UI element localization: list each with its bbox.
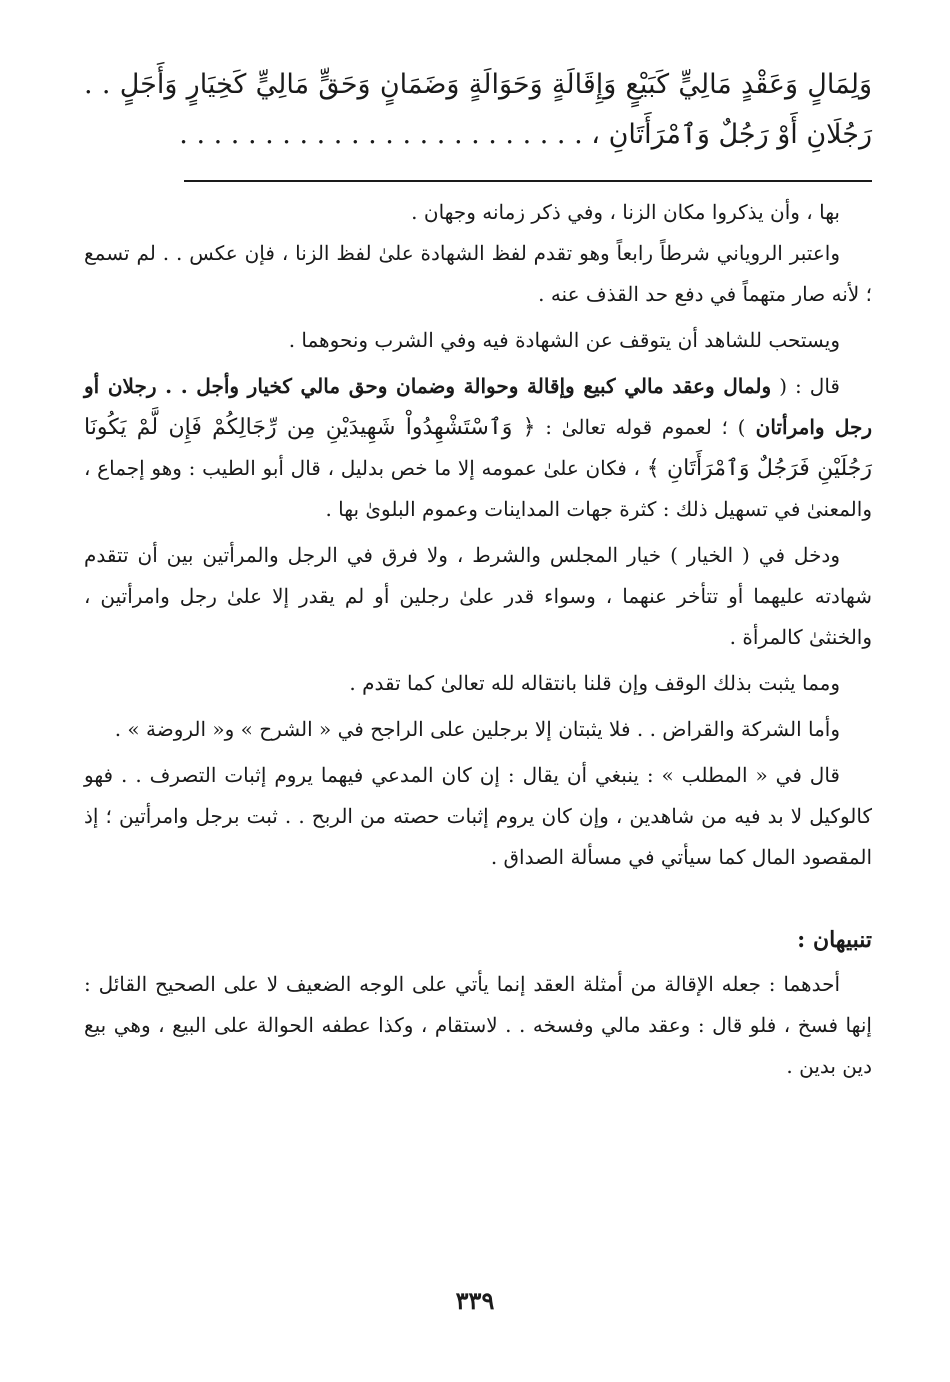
page-body [84, 60, 872, 1092]
matn-dots: . . . . . . . . . . . . . . . . . . . . . . . . [179, 119, 583, 150]
quoted-matn: ولمال وعقد مالي كبيع وإقالة وحوالة وضمان وحق مالي كخيار وأجل . . رجلان أو رجل وامرأتان [84, 374, 873, 439]
commentary-paragraph-2: واعتبر الروياني شرطاً رابعاً وهو تقدم لفظ الشهادة علىٰ لفظ الزنا ، فإن عكس . . لم تسمع ؛ لأنه صار متهماً في دفع حد القذف عنه . [84, 241, 872, 306]
quote-continuation: ) ؛ لعموم قوله تعالىٰ : [535, 415, 746, 439]
quran-verse: ﴿ وَٱسْتَشْهِدُواْ شَهِيدَيْنِ مِن رِّجَالِكُمْ فَإِن لَّمْ يَكُونَا رَجُلَيْنِ فَرَجُلٌ وَٱمْرَأَتَانِ ﴾ [84, 415, 873, 481]
matn-line: وَلِمَالٍ وَعَقْدٍ مَالِيٍّ كَبَيْعٍ وَإِقَالَةٍ وَحَوَالَةٍ وَضَمَانٍ وَحَقٍّ مَالِيٍّ كَخِيَارٍ وَأَجَلٍ . . رَجُلَانِ أَوْ رَجُلٌ وَٱمْرَأَتَانِ ، [84, 69, 872, 150]
commentary-paragraph-1: بها ، وأن يذكروا مكان الزنا ، وفي ذكر زمانه وجهان . [411, 200, 840, 224]
commentary-paragraph-7: وأما الشركة والقراض . . فلا يثبتان إلا برجلين على الراجح في « الشرح » و« الروضة » . [114, 717, 840, 741]
quote-intro: قال : ( [779, 374, 840, 398]
separator-rule [184, 180, 872, 182]
commentary-paragraph-9: أحدهما : جعله الإقالة من أمثلة العقد إنما يأتي على الوجه الضعيف لا على الصحيح القائل : إنها فسخ ، فلو قال : وعقد مالي وفسخه . . لاستقام ، وكذا عطفه الحوالة على البيع ، وهي بيع دين بدين . [84, 972, 872, 1078]
commentary-paragraph-5: ودخل في ( الخيار ) خيار المجلس والشرط ، ولا فرق في الرجل والمرأتين بين أن تتقدم شهادته عليهما أو تتأخر عنهما ، وسواء قدر علىٰ رجلين أو لم يقدر إلا علىٰ رجل وامرأتين ، والخنثىٰ كالمرأة . [84, 543, 872, 649]
page-number: ٣٣٩ [455, 1286, 495, 1315]
commentary-paragraph-3: ويستحب للشاهد أن يتوقف عن الشهادة فيه وفي الشرب ونحوهما . [288, 328, 840, 352]
commentary-paragraph-4 [84, 366, 872, 530]
commentary-paragraph-8: قال في « المطلب » : ينبغي أن يقال : إن كان المدعي فيهما يروم إثبات التصرف . . فهو كالوكيل لا بد فيه من شاهدين ، وإن كان يروم إثبات حصته من الربح . . ثبت برجل وامرأتين ؛ إذ المقصود المال كما سيأتي في مسألة الصداق . [84, 763, 872, 869]
matn-text [84, 60, 872, 160]
paragraph-rest: ، فكان علىٰ عمومه إلا ما خص بدليل ، قال أبو الطيب : وهو إجماع ، والمعنىٰ في تسهيل ذلك : كثرة جهات المداينات وعموم البلوىٰ بها . [84, 456, 872, 521]
section-heading: تنبيهان : [797, 927, 872, 953]
commentary-paragraph-6: ومما يثبت بذلك الوقف وإن قلنا بانتقاله لله تعالىٰ كما تقدم . [349, 671, 840, 695]
